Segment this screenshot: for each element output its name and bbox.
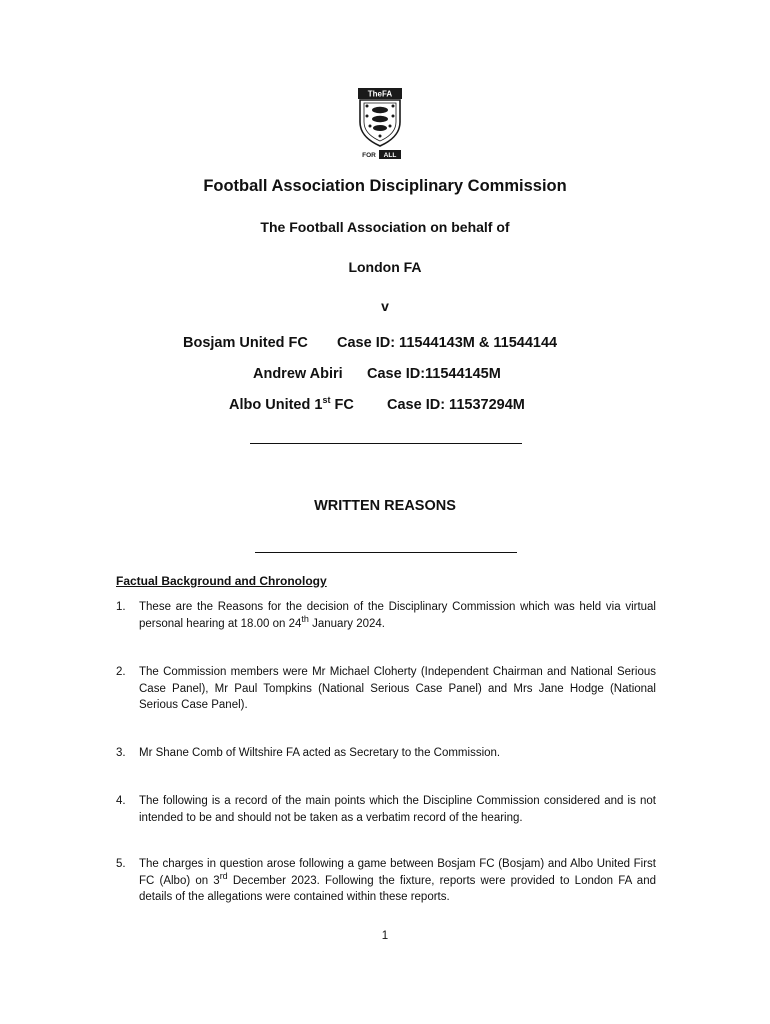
paragraph-2 [116,664,656,714]
paragraph-number: 5. [116,858,126,870]
versus: v [381,298,389,314]
case-party: Bosjam United FC [183,335,308,351]
divider-line [255,552,517,553]
paragraph-number: 1. [116,601,126,613]
case-row-2 [0,366,770,386]
case-id: Case ID: 11544143M & 11544144 [337,335,558,351]
page-number: 1 [381,930,389,942]
subheading: Factual Background and Chronology [116,574,327,588]
section-heading: WRITTEN REASONS [314,498,456,514]
divider-line [250,443,522,444]
paragraph-3 [116,745,656,763]
fa-logo [357,88,403,160]
case-row-3 [0,397,770,417]
case-id: Case ID: 11537294M [387,397,525,413]
on-behalf-line: The Football Association on behalf of [260,219,510,235]
paragraph-text: Mr Shane Comb of Wiltshire FA acted as Secretary to the Commission. [139,747,501,759]
paragraph-text: These are the Reasons for the decision of the Disciplinary Commission which was held via virtual personal hearing at 18.00 on 24th January 2024. [139,601,656,630]
paragraph-5 [116,856,656,906]
three-lions-crest-icon [360,100,400,146]
case-party: Albo United 1st FC [229,395,354,413]
paragraph-number: 3. [116,747,126,759]
logo-top-text: TheFA [367,89,393,99]
case-row-1 [0,335,770,355]
document-title: Football Association Disciplinary Commission [203,177,567,195]
paragraph-4 [116,793,656,827]
paragraph-1 [116,599,656,633]
logo-bottom-text: FOR [362,152,376,159]
paragraph-text: The Commission members were Mr Michael Cloherty (Independent Chairman and National Serious Case Panel), Mr Paul Tompkins (National Serious Case Panel) and Mrs Jane Hodge (National Serious Case Panel). [139,666,656,711]
paragraph-text: The following is a record of the main points which the Discipline Commission considered and is not intended to be and should not be taken as a verbatim record of the hearing. [139,795,656,824]
paragraph-number: 4. [116,795,126,807]
paragraph-text: The charges in question arose following a game between Bosjam FC (Bosjam) and Albo United First FC (Albo) on 3rd December 2023. Following the fixture, reports were provided to London FA and details of the allegations were contained within these reports. [139,858,656,903]
paragraph-number: 2. [116,666,126,678]
case-party: Andrew Abiri [253,366,343,382]
svg-text:ALL: ALL [383,152,397,159]
county-fa: London FA [348,259,422,275]
case-id: Case ID:11544145M [367,366,501,382]
